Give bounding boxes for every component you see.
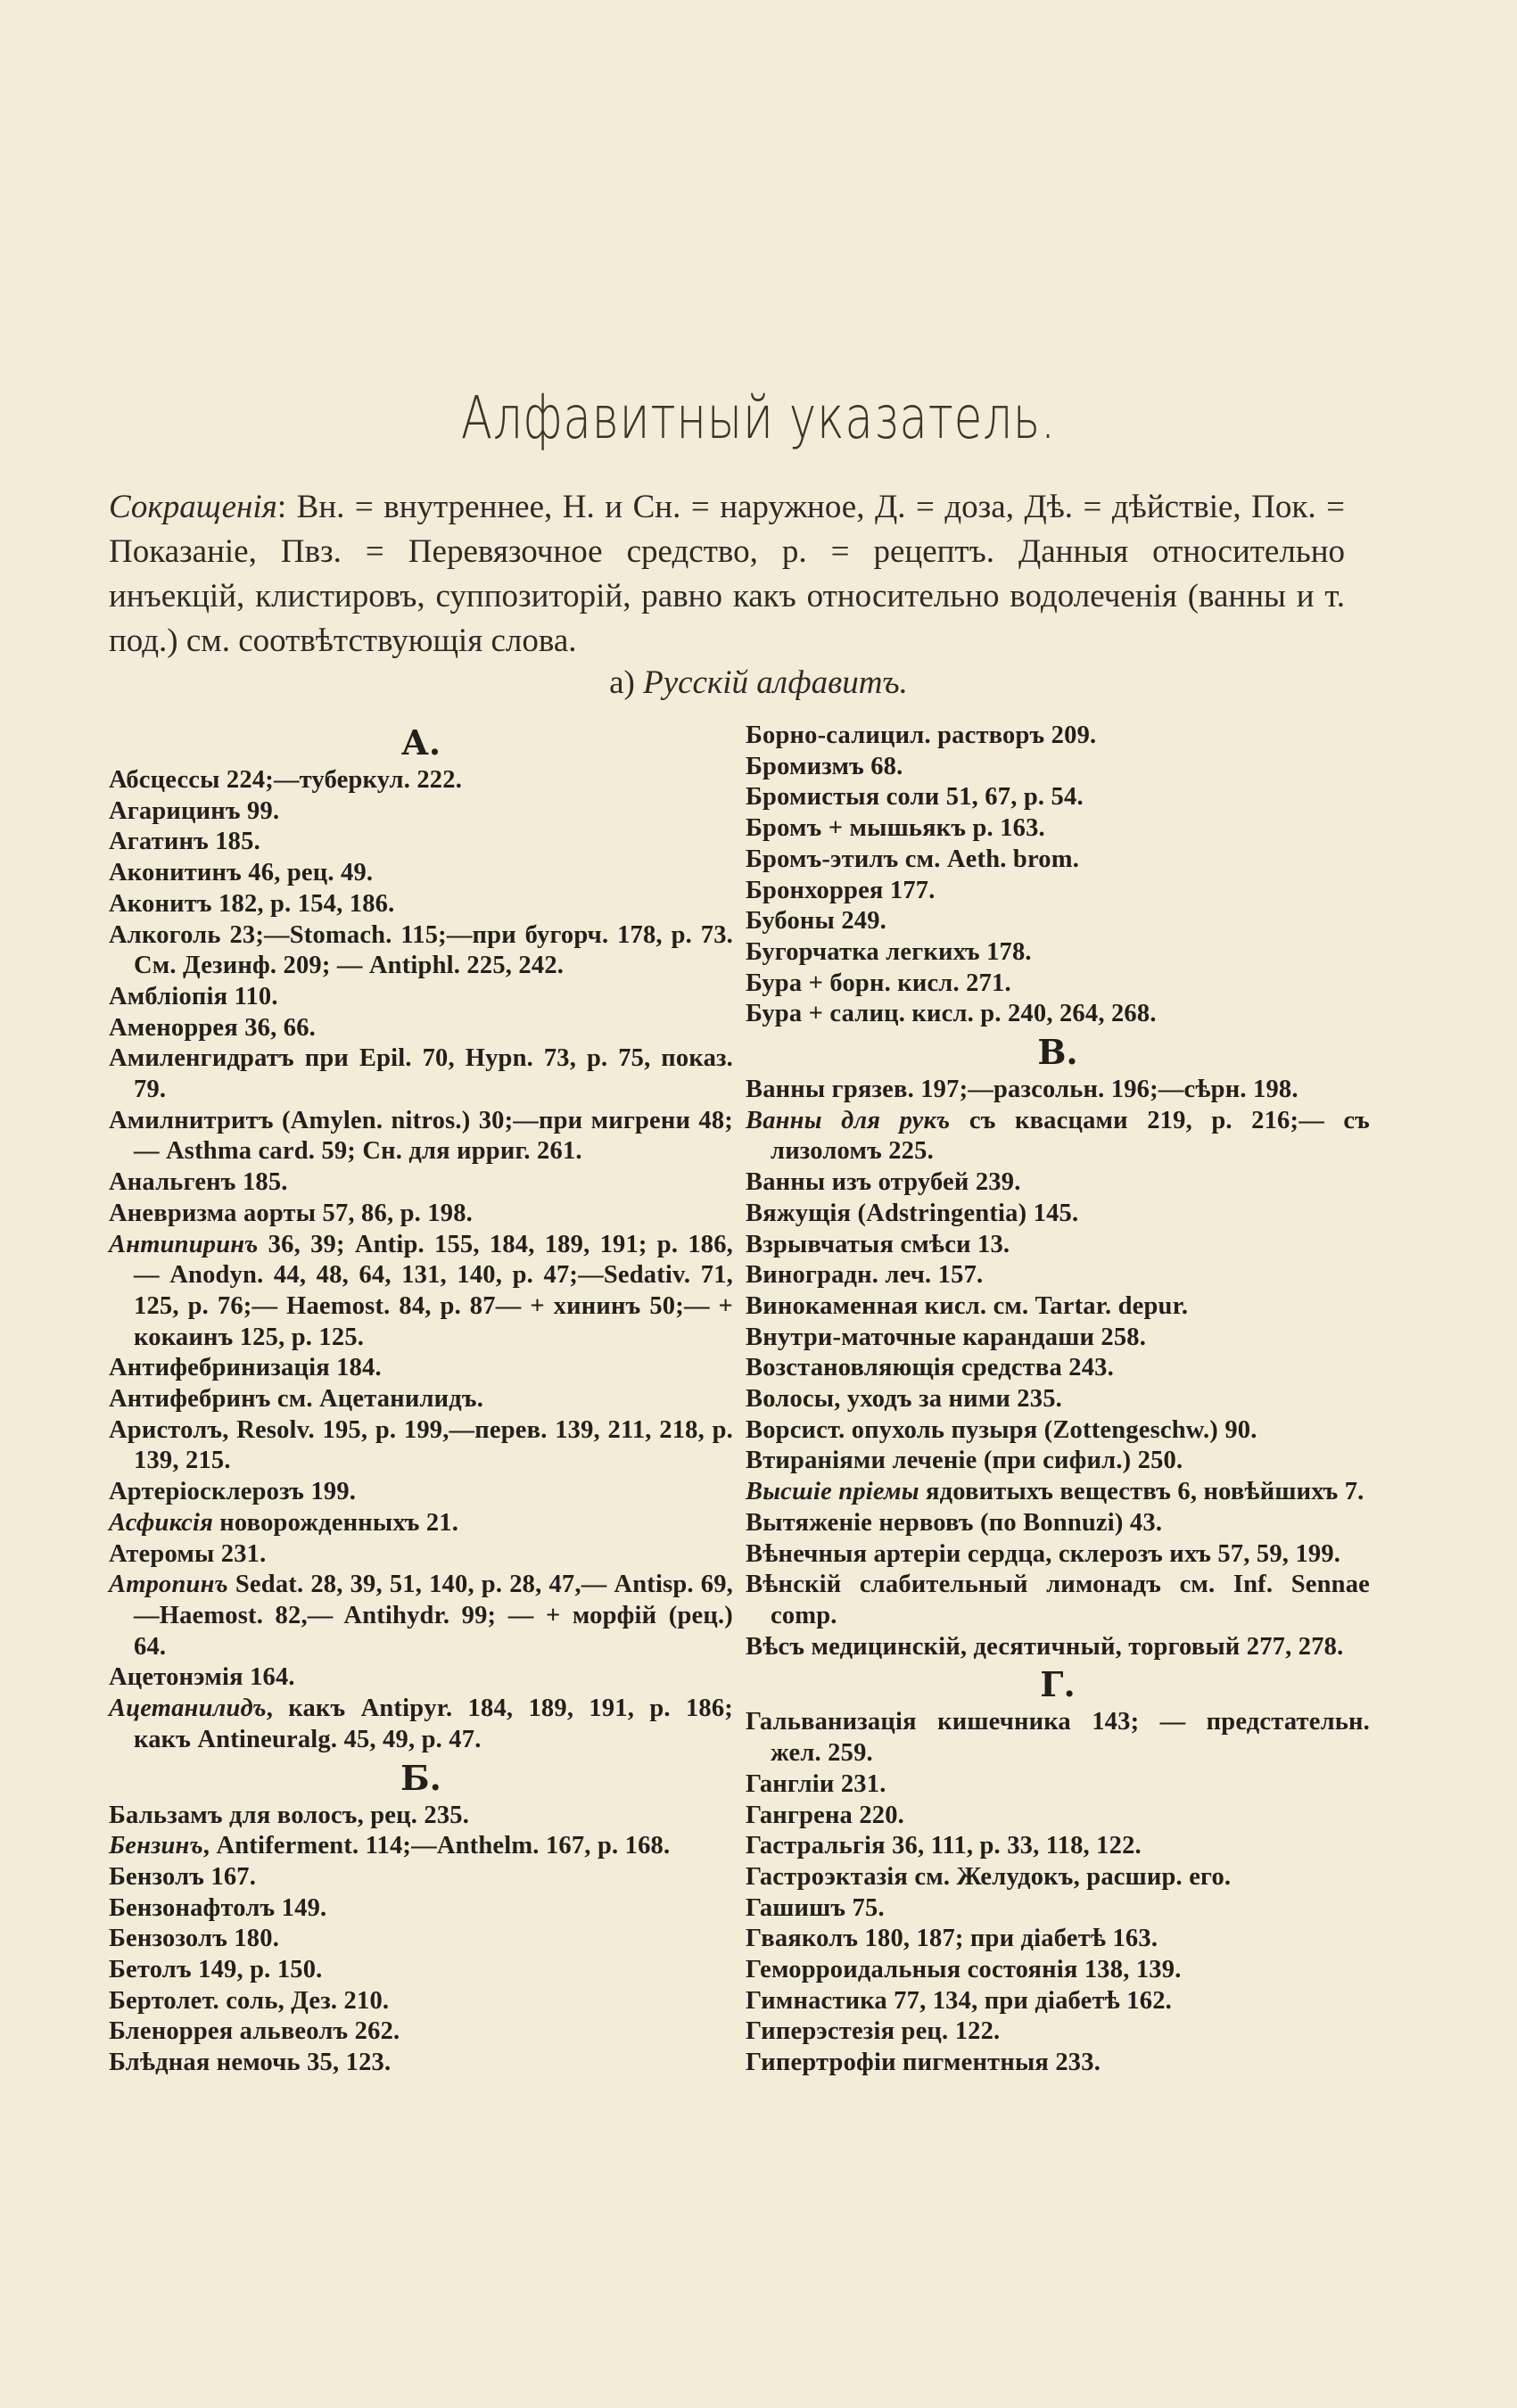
- entry-text: Вяжущія (Adstringentia) 145.: [746, 1199, 1079, 1227]
- entry-text: Бура + борн. кисл. 271.: [746, 969, 1011, 997]
- index-entry: [109, 1570, 733, 1662]
- entry-text: Гастральгія 36, 111, р. 33, 118, 122.: [746, 1832, 1142, 1860]
- index-entry: [109, 796, 733, 828]
- entry-text: , какъ Antipyr. 184, 189, 191, р. 186; какъ Antineuralg. 45, 49, р. 47.: [134, 1695, 733, 1753]
- subtitle-prefix: а): [609, 664, 635, 701]
- entry-italic-term: Атропинъ: [109, 1571, 228, 1599]
- index-entry: [746, 1707, 1370, 1769]
- index-entry: [746, 1986, 1370, 2017]
- entry-text: Бубоны 249.: [746, 907, 887, 936]
- entry-italic-term: Бензинъ: [109, 1832, 203, 1860]
- letter-heading: Б.: [400, 1757, 441, 1798]
- index-entry: [109, 1508, 733, 1539]
- letter-heading: В.: [1037, 1032, 1078, 1073]
- section-subtitle: [0, 664, 1517, 702]
- entry-text: Гимнастика 77, 134, при діабетѣ 162.: [746, 1986, 1172, 2015]
- entry-text: ядовитыхъ веществъ 6, новѣйшихъ 7.: [919, 1478, 1364, 1506]
- entry-text: Возстановляющія средства 243.: [746, 1354, 1114, 1382]
- index-entry: [746, 1260, 1370, 1291]
- index-entry: [109, 889, 733, 920]
- subtitle-text: Русскій алфавитъ.: [643, 664, 908, 701]
- entry-text: Бензолъ 167.: [109, 1862, 257, 1891]
- index-entry: [746, 1199, 1370, 1230]
- entry-text: Антифебринизація 184.: [109, 1354, 382, 1382]
- index-entry: [109, 1013, 733, 1044]
- letter-heading: Г.: [1040, 1664, 1076, 1705]
- entry-text: Sedat. 28, 39, 51, 140, р. 28, 47,— Antisp. 69,—Haemost. 82,— Antihydr. 99; — + морфій (рец.) 64.: [134, 1571, 733, 1661]
- entry-text: Бензонафтолъ 149.: [109, 1893, 327, 1922]
- entry-text: Амиленгидратъ при Epil. 70, Hypn. 73, р. 75, показ. 79.: [109, 1044, 733, 1104]
- right-index-column: [746, 721, 1370, 2079]
- index-entry: [109, 1199, 733, 1230]
- index-entry: [746, 721, 1370, 752]
- index-entry: [746, 1353, 1370, 1384]
- index-entry: [109, 982, 733, 1013]
- entry-italic-term: Ванны для рукъ: [746, 1106, 951, 1134]
- entry-text: Аристолъ, Resolv. 195, р. 199,—перев. 139, 211, 218, р. 139, 215.: [109, 1415, 733, 1475]
- entry-text: Ванны грязев. 197;—разсольн. 196;—сѣрн. 198.: [746, 1076, 1299, 1104]
- entry-text: Бальзамъ для волосъ, рец. 235.: [109, 1801, 470, 1829]
- entry-text: Агарицинъ 99.: [109, 796, 280, 825]
- index-entry: [746, 1539, 1370, 1571]
- index-entry: [746, 845, 1370, 876]
- entry-text: Блѣдная немочь 35, 123.: [109, 2049, 392, 2077]
- entry-text: Винокаменная кисл. см. Tartar. depur.: [746, 1291, 1189, 1320]
- index-entry: [746, 969, 1370, 1000]
- index-entry: [746, 1862, 1370, 1893]
- index-entry: [746, 752, 1370, 783]
- index-entry: [746, 2048, 1370, 2079]
- index-entry: [746, 782, 1370, 813]
- entry-text: Антифебринъ см. Ацетанилидъ.: [109, 1385, 484, 1414]
- index-entry: [109, 1694, 733, 1755]
- index-entry: [109, 1043, 733, 1105]
- index-entry: [109, 1924, 733, 1955]
- index-entry: [109, 1415, 733, 1477]
- entry-italic-term: Ацетанилидъ: [109, 1695, 267, 1723]
- entry-text: Бура + салиц. кисл. р. 240, 264, 268.: [746, 1000, 1157, 1028]
- index-entry: [109, 1539, 733, 1571]
- index-entry: [109, 2016, 733, 2048]
- index-entry: [746, 1570, 1370, 1631]
- index-entry: [109, 1477, 733, 1508]
- index-entry: [746, 1924, 1370, 1955]
- index-entry: [109, 1106, 733, 1167]
- index-entry: [109, 1955, 733, 1986]
- index-entry: [109, 1862, 733, 1893]
- abbreviations-paragraph: [109, 485, 1345, 664]
- entry-text: Ацетонэмія 164.: [109, 1663, 295, 1692]
- index-entry: [746, 1801, 1370, 1832]
- index-entry: [109, 1384, 733, 1415]
- index-entry: [109, 920, 733, 982]
- entry-text: , Antiferment. 114;—Anthelm. 167, р. 168.: [202, 1832, 671, 1860]
- index-entry: [746, 1323, 1370, 1354]
- entry-text: Бронхоррея 177.: [746, 876, 936, 904]
- index-entry: [109, 2048, 733, 2079]
- entry-text: Вытяженіе нервовъ (по Bonnuzi) 43.: [746, 1508, 1163, 1537]
- index-entry: [746, 1167, 1370, 1199]
- entry-text: Абсцессы 224;—туберкул. 222.: [109, 766, 463, 794]
- entry-text: Аконитинъ 46, рец. 49.: [109, 859, 374, 887]
- entry-text: Бленоррея альвеолъ 262.: [109, 2017, 400, 2046]
- index-entry: [746, 1106, 1370, 1167]
- entry-text: Бромистыя соли 51, 67, р. 54.: [746, 783, 1084, 812]
- entry-text: Артеріосклерозъ 199.: [109, 1478, 357, 1506]
- index-entry: [746, 1893, 1370, 1925]
- entry-text: новорожденныхъ 21.: [212, 1508, 459, 1537]
- entry-text: Гипертрофіи пигментныя 233.: [746, 2049, 1101, 2077]
- entry-text: Ванны изъ отрубей 239.: [746, 1168, 1021, 1197]
- index-entry: [109, 1662, 733, 1694]
- entry-text: Бензозолъ 180.: [109, 1925, 280, 1953]
- index-entry: [109, 1230, 733, 1354]
- index-entry: [746, 1477, 1370, 1508]
- entry-text: Гваяколъ 180, 187; при діабетѣ 163.: [746, 1925, 1158, 1953]
- index-entry: [746, 813, 1370, 845]
- entry-text: Бромъ-этилъ см. Aeth. brom.: [746, 845, 1080, 873]
- index-entry: [746, 937, 1370, 969]
- index-entry: [109, 858, 733, 889]
- entry-text: Агатинъ 185.: [109, 828, 260, 856]
- entry-text: Аконитъ 182, р. 154, 186.: [109, 889, 395, 918]
- index-entry: [746, 1769, 1370, 1801]
- entry-text: Геморроидальныя состоянія 138, 139.: [746, 1956, 1182, 1984]
- entry-text: Бетолъ 149, р. 150.: [109, 1956, 323, 1984]
- abbreviations-text: : Вн. = внутреннее, Н. и Сн. = наружное, Д. = доза, Дѣ. = дѣйствіе, Пок. = Показаніе, Пвз. = Перевязочное средство, р. = рецептъ. Данныя относительно инъекцій, клистировъ, суппозиторій, равно какъ относительно водолеченія (ванны и т. под.) см. соотвѣтствующія слова.: [109, 489, 1345, 659]
- index-entry: [109, 1831, 733, 1862]
- entry-text: Гастроэктазія см. Желудокъ, расшир. его.: [746, 1862, 1232, 1891]
- entry-text: Бромизмъ 68.: [746, 752, 903, 780]
- index-entry: [746, 2016, 1370, 2048]
- index-entry: [109, 765, 733, 796]
- entry-text: Волосы, уходъ за ними 235.: [746, 1385, 1062, 1414]
- letter-heading: А.: [400, 722, 441, 763]
- index-entry: [746, 1075, 1370, 1106]
- entry-italic-term: Высшіе пріемы: [746, 1478, 919, 1506]
- index-entry: [746, 1508, 1370, 1539]
- entry-text: Вѣнскій слабительный лимонадъ см. Inf. Sennae comp.: [746, 1571, 1370, 1629]
- index-entry: [746, 1291, 1370, 1323]
- entry-text: 36, 39; Antip. 155, 184, 189, 191; р. 186, — Anodyn. 44, 48, 64, 131, 140, р. 47;—Sedativ. 71, 125, р. 76;— Haemost. 84, р. 87— + хининъ 50;— + кокаинъ 125, р. 125.: [134, 1230, 733, 1351]
- entry-text: Анальгенъ 185.: [109, 1168, 288, 1197]
- entry-text: Бромъ + мышьякъ р. 163.: [746, 814, 1045, 843]
- entry-text: Гальванизація кишечника 143; — предстательн. жел. 259.: [746, 1708, 1370, 1768]
- entry-text: съ квасцами 219, р. 216;— съ лизоломъ 225.: [771, 1106, 1370, 1166]
- entry-text: Бертолет. соль, Дез. 210.: [109, 1986, 390, 2015]
- index-entry: [746, 999, 1370, 1030]
- index-entry: [746, 906, 1370, 937]
- index-entry: [746, 1230, 1370, 1261]
- index-entry: [746, 1446, 1370, 1477]
- entry-text: Алкоголь 23;—Stomach. 115;—при бугорч. 178, р. 73. См. Дезинф. 209; — Antiphl. 225, 242.: [109, 920, 733, 980]
- index-entry: [109, 1801, 733, 1832]
- entry-text: Гашишъ 75.: [746, 1893, 885, 1922]
- entry-text: Амилнитритъ (Amylen. nitros.) 30;—при мигрени 48; — Asthma card. 59; Сн. для ирриг. 261.: [109, 1106, 733, 1166]
- entry-text: Аневризма аорты 57, 86, р. 198.: [109, 1199, 473, 1227]
- entry-text: Бугорчатка легкихъ 178.: [746, 937, 1032, 966]
- entry-text: Гангліи 231.: [746, 1769, 886, 1798]
- index-entry: [746, 1384, 1370, 1415]
- index-entry: [746, 876, 1370, 907]
- index-entry: [746, 1831, 1370, 1862]
- index-entry: [109, 1986, 733, 2017]
- entry-text: Ворсист. опухоль пузыря (Zottengeschw.) 90.: [746, 1415, 1257, 1444]
- index-entry: [746, 1955, 1370, 1986]
- entry-text: Втираніями леченіе (при сифил.) 250.: [746, 1447, 1183, 1475]
- index-entry: [746, 1415, 1370, 1447]
- entry-text: Виноградн. леч. 157.: [746, 1261, 984, 1290]
- abbreviations-label: Сокращенія: [109, 489, 277, 525]
- entry-text: Гиперэстезія рец. 122.: [746, 2017, 1001, 2046]
- entry-text: Атеромы 231.: [109, 1539, 267, 1568]
- left-index-column: [109, 721, 733, 2079]
- entry-text: Амбліопія 110.: [109, 982, 278, 1010]
- entry-text: Внутри-маточные карандаши 258.: [746, 1323, 1147, 1351]
- index-entry: [109, 827, 733, 858]
- entry-text: Борно-салицил. растворъ 209.: [746, 722, 1097, 749]
- page-title: Алфавитный указатель.: [460, 383, 1057, 452]
- index-entry: [109, 1353, 733, 1384]
- index-entry: [109, 1167, 733, 1199]
- entry-text: Вѣсъ медицинскій, десятичный, торговый 277, 278.: [746, 1632, 1344, 1661]
- entry-italic-term: Антипиринъ: [109, 1230, 259, 1258]
- entry-text: Гангрена 220.: [746, 1801, 905, 1829]
- entry-text: Аменоррея 36, 66.: [109, 1013, 316, 1042]
- entry-text: Взрывчатыя смѣси 13.: [746, 1230, 1010, 1258]
- entry-italic-term: Асфиксія: [109, 1508, 213, 1537]
- entry-text: Вѣнечныя артеріи сердца, склерозъ ихъ 57, 59, 199.: [746, 1539, 1341, 1568]
- index-entry: [746, 1632, 1370, 1663]
- index-entry: [109, 1893, 733, 1925]
